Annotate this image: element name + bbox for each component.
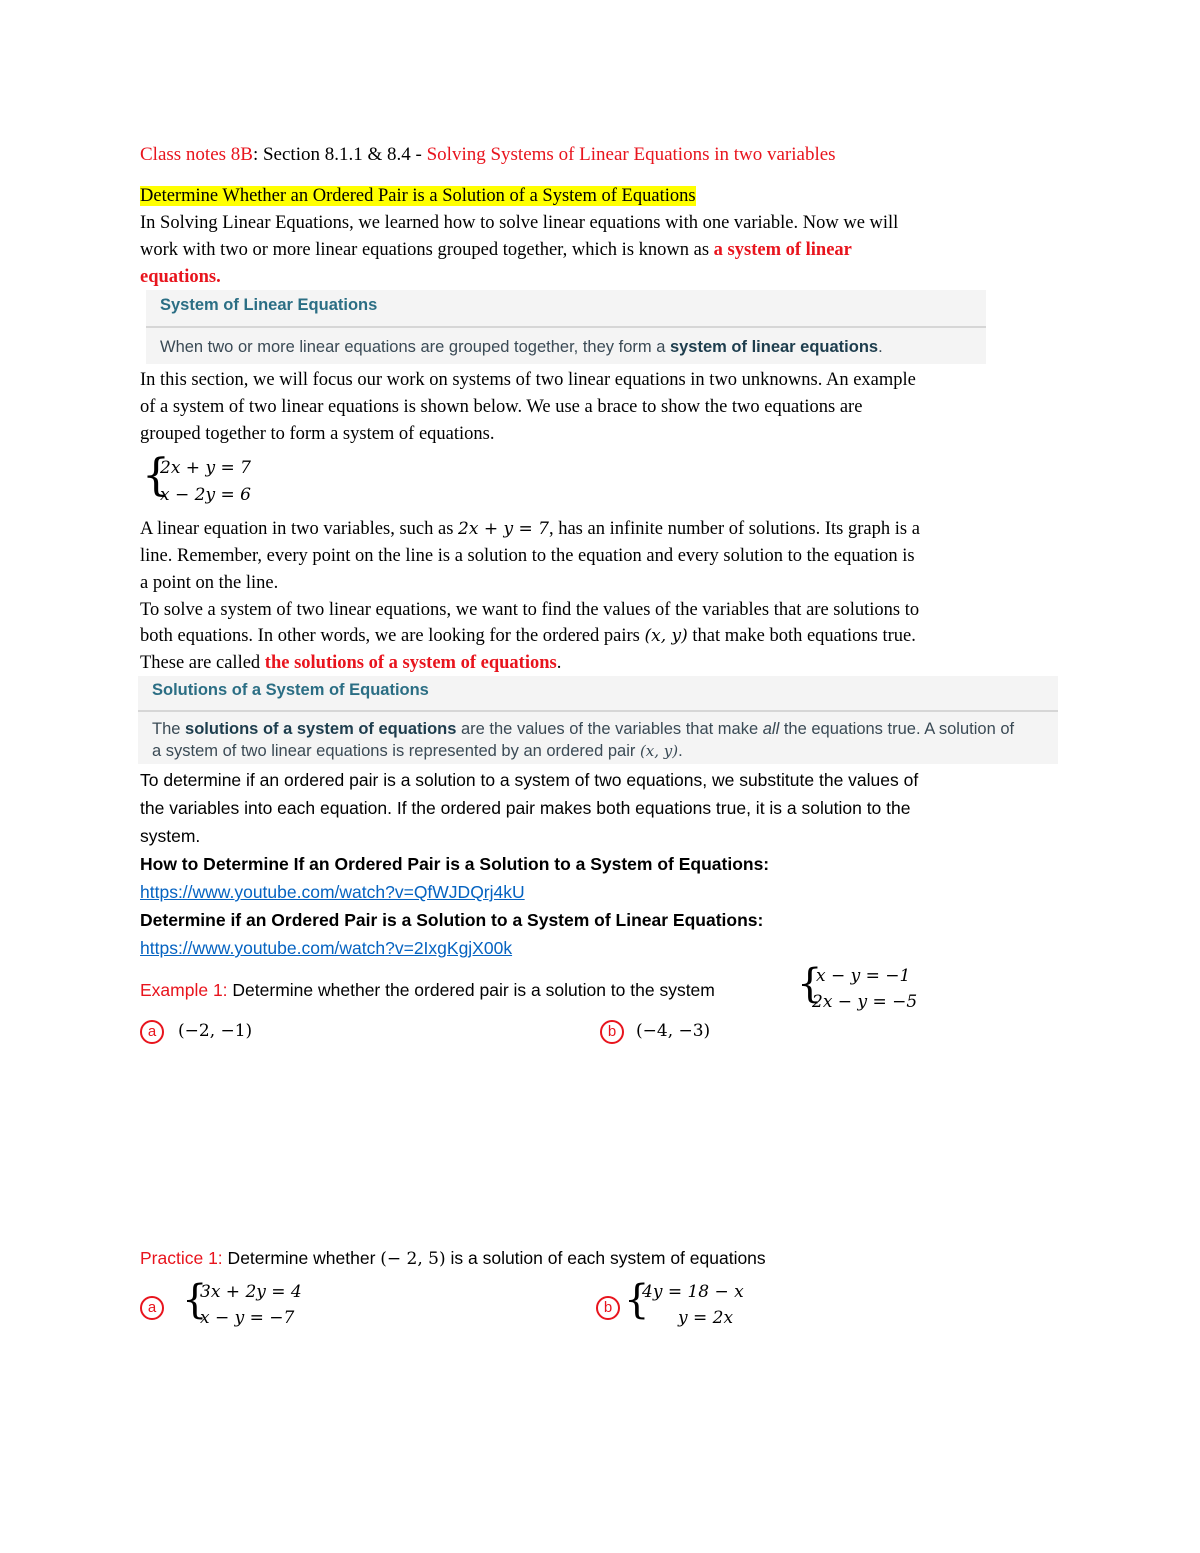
solutions-l2-a: a system of two linear equations is represented by an ordered pair xyxy=(152,742,640,760)
part-a-pair: (−2, −1) xyxy=(178,1021,253,1041)
definition-body-term: system of linear equations xyxy=(669,338,879,356)
intro-line-2 xyxy=(140,240,852,261)
example-1-text: Determine whether the ordered pair is a solution to the system xyxy=(227,980,715,1000)
para4-pair: (x, y) xyxy=(644,626,688,646)
solutions-box-line-2 xyxy=(152,742,683,761)
practice-1-label: Practice 1: xyxy=(140,1248,223,1268)
definition-box-solutions xyxy=(138,676,1058,764)
solutions-l1-a: The xyxy=(152,720,186,738)
practice-a-eq-2: x − y = −7 xyxy=(200,1308,295,1328)
video-link-2[interactable]: https://www.youtube.com/watch?v=2IxgKgjX00k xyxy=(140,938,513,958)
part-b-pair: (−4, −3) xyxy=(636,1021,711,1041)
definition-box-title: System of Linear Equations xyxy=(160,296,378,314)
solutions-l1-c: are the values of the variables that make xyxy=(456,720,763,738)
video-link-1[interactable]: https://www.youtube.com/watch?v=QfWJDQrj4kU xyxy=(140,882,525,902)
definition-box-body xyxy=(160,338,883,357)
practice-1-prompt xyxy=(140,1248,766,1269)
para4-line-2-a: both equations. In other words, we are looking for the ordered pairs xyxy=(140,626,645,646)
example-1-label: Example 1: xyxy=(140,980,228,1000)
para2-line-2: of a system of two linear equations is shown below. We use a brace to show the two equations are xyxy=(140,397,863,417)
para4-term: the solutions of a system of equations xyxy=(264,653,557,673)
practice-a-brace: { xyxy=(182,1277,208,1323)
para5-line-1: To determine if an ordered pair is a solution to a system of two equations, we substitute the values of xyxy=(140,770,919,790)
system-eq-2: x − 2y = 6 xyxy=(160,485,251,505)
example-1-eq-1: x − y = −1 xyxy=(816,966,911,986)
definition-box-system xyxy=(146,290,986,364)
brace-symbol: { xyxy=(142,450,170,501)
example-1-part-a xyxy=(140,1020,252,1044)
practice-b-marker: b xyxy=(596,1296,620,1320)
para4-line-3-a: These are called xyxy=(140,653,265,673)
system-eq-1: 2x + y = 7 xyxy=(160,458,251,478)
header-prefix: Class notes 8B xyxy=(140,144,253,165)
solutions-l2-pair: (x, y) xyxy=(639,742,679,760)
para4-line-2 xyxy=(140,626,916,647)
para3-line-1-a: A linear equation in two variables, such as xyxy=(140,519,459,539)
video-title-2: Determine if an Ordered Pair is a Solution to a System of Linear Equations: xyxy=(140,910,764,930)
intro-line-1: In Solving Linear Equations, we learned how to solve linear equations with one variable. Now we will xyxy=(140,213,899,233)
practice-a-marker: a xyxy=(140,1296,164,1320)
intro-line-3: equations. xyxy=(140,267,221,287)
para4-line-1: To solve a system of two linear equations, we want to find the values of the variables that are solutions to xyxy=(140,600,920,620)
solutions-box-line-1 xyxy=(152,720,1014,739)
practice-1-text-b: is a solution of each system of equations xyxy=(445,1248,766,1268)
header-title: Solving Systems of Linear Equations in two variables xyxy=(426,144,836,165)
para3-equation: 2x + y = 7 xyxy=(458,519,549,539)
definition-box-divider xyxy=(146,326,986,328)
para5-line-3: system. xyxy=(140,826,201,846)
para4-line-2-c: that make both equations true. xyxy=(687,626,916,646)
example-1-prompt xyxy=(140,980,715,1001)
example-1-brace: { xyxy=(797,961,823,1007)
part-b-marker: b xyxy=(600,1020,624,1044)
practice-1-part-a-marker xyxy=(140,1296,164,1320)
intro-term: a system of linear xyxy=(713,240,852,260)
practice-a-eq-1: 3x + 2y = 4 xyxy=(200,1282,302,1302)
definition-body-c: . xyxy=(878,338,883,356)
part-a-marker: a xyxy=(140,1020,164,1044)
para3-line-1-c: , has an infinite number of solutions. Its graph is a xyxy=(548,519,920,539)
para4-line-3 xyxy=(140,653,561,674)
practice-b-eq-1: 4y = 18 − x xyxy=(642,1282,744,1302)
para3-line-2: line. Remember, every point on the line is a solution to the equation and every solution to the equation is xyxy=(140,546,915,566)
solutions-box-divider xyxy=(138,710,1058,712)
solutions-l1-all: all xyxy=(762,720,780,738)
intro-line-2-text: work with two or more linear equations grouped together, which is known as xyxy=(140,240,714,260)
practice-1-text-a: Determine whether xyxy=(222,1248,381,1268)
practice-1-point: (− 2, 5) xyxy=(380,1249,446,1269)
header-section: : Section 8.1.1 & 8.4 - xyxy=(252,144,427,165)
video-title-1: How to Determine If an Ordered Pair is a Solution to a System of Equations: xyxy=(140,854,770,874)
practice-b-eq-2: y = 2x xyxy=(678,1308,734,1328)
para2-line-3: grouped together to form a system of equations. xyxy=(140,424,495,444)
section-heading-text: Determine Whether an Ordered Pair is a Solution of a System of Equations xyxy=(140,186,696,206)
example-1-part-b xyxy=(600,1020,710,1044)
solutions-l1-e: the equations true. A solution of xyxy=(779,720,1015,738)
example-1-eq-2: 2x − y = −5 xyxy=(812,992,918,1012)
solutions-l2-c: . xyxy=(678,742,683,760)
definition-body-a: When two or more linear equations are grouped together, they form a xyxy=(160,338,670,356)
para4-line-3-c: . xyxy=(556,653,562,673)
para2-line-1: In this section, we will focus our work on systems of two linear equations in two unknowns. An example xyxy=(140,370,916,390)
solutions-box-title: Solutions of a System of Equations xyxy=(152,681,429,699)
para3-line-3: a point on the line. xyxy=(140,573,279,593)
solutions-l1-term: solutions of a system of equations xyxy=(185,720,457,738)
practice-1-part-b-marker xyxy=(596,1296,620,1320)
page-header xyxy=(140,144,836,166)
para3-line-1 xyxy=(140,519,920,540)
practice-b-brace: { xyxy=(624,1277,650,1323)
para5-line-2: the variables into each equation. If the ordered pair makes both equations true, it is a solution to the xyxy=(140,798,911,818)
section-heading xyxy=(140,186,696,207)
